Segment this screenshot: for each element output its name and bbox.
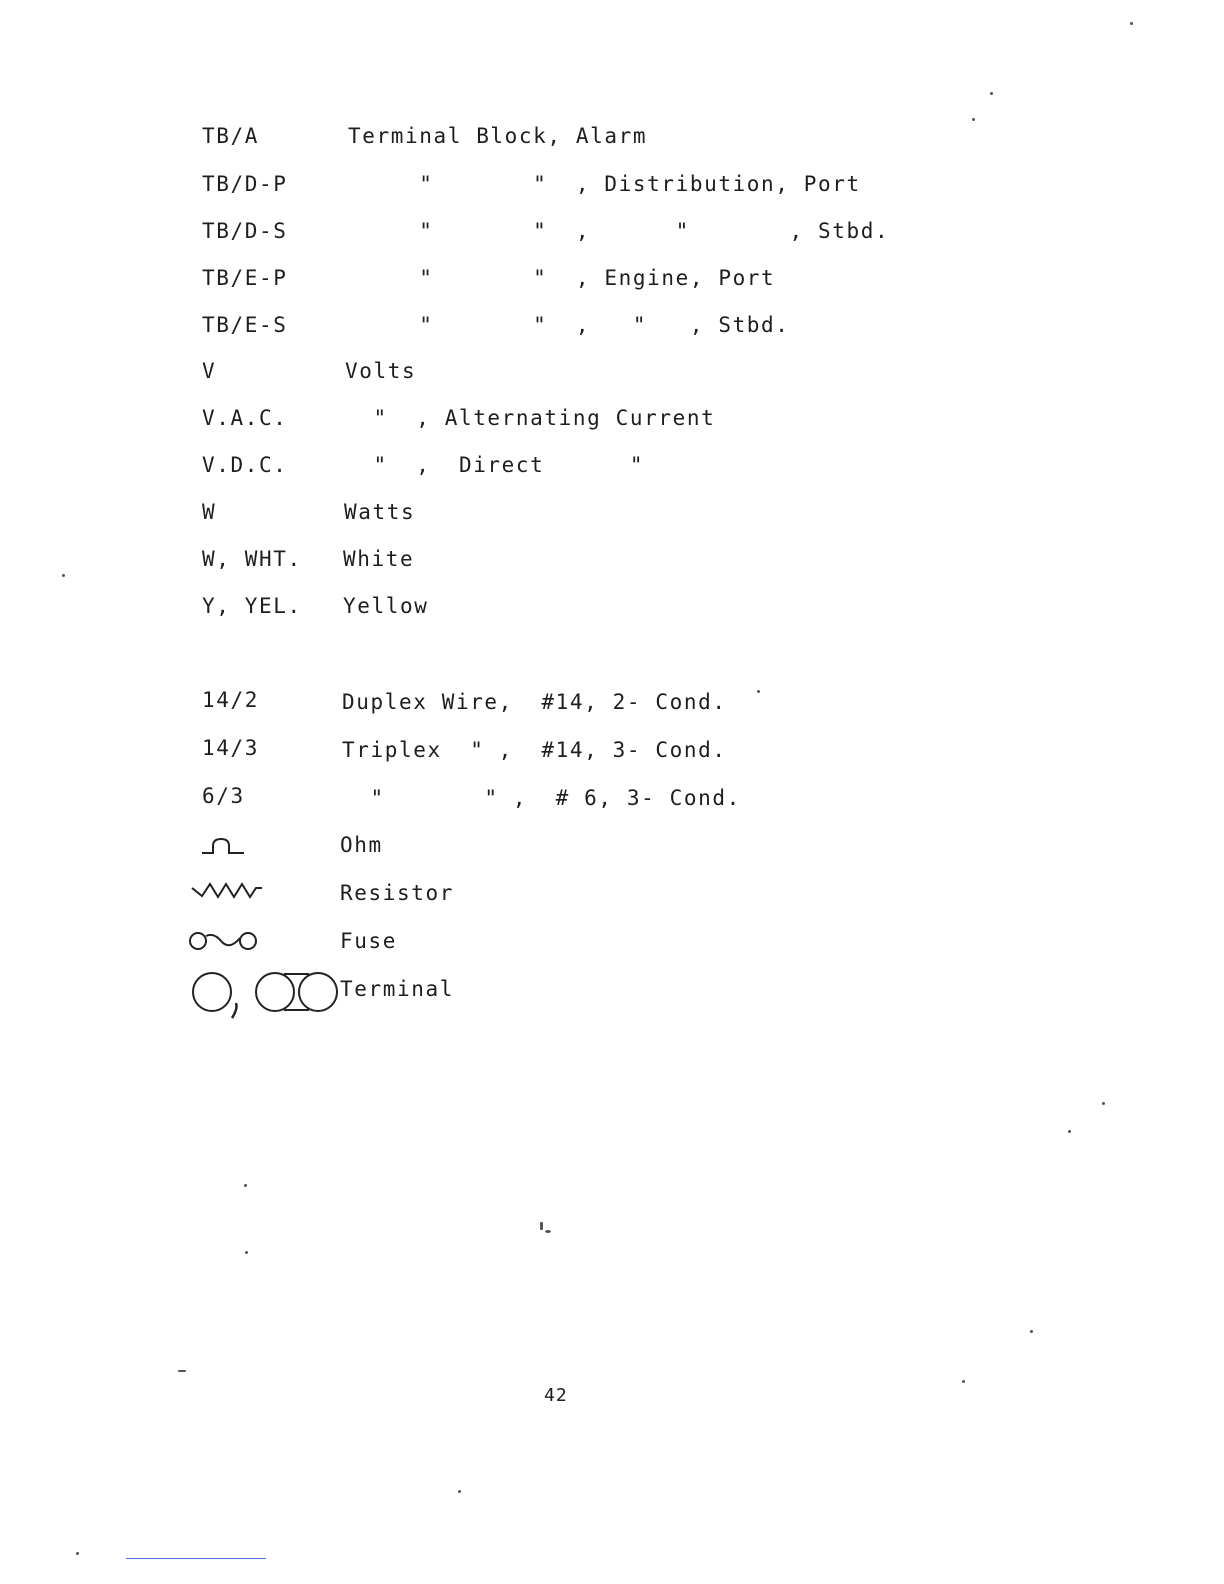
symbol-label-terminal: Terminal	[340, 977, 454, 1001]
symbol-label-resistor: Resistor	[340, 881, 454, 905]
abbr-14-2: 14/2	[202, 688, 259, 712]
defn-v: Volts	[345, 359, 417, 383]
scan-speck	[1068, 1130, 1071, 1133]
scan-speck	[458, 1490, 461, 1493]
abbr-6-3: 6/3	[202, 784, 245, 808]
abbr-tb-e-p: TB/E-P	[202, 266, 288, 290]
defn-6-3: " " , # 6, 3- Cond.	[342, 786, 741, 810]
abbr-tb-d-p: TB/D-P	[202, 172, 288, 196]
abbr-tb-e-s: TB/E-S	[202, 313, 288, 337]
abbr-tb-d-s: TB/D-S	[202, 219, 288, 243]
defn-14-3: Triplex " , #14, 3- Cond.	[342, 738, 727, 762]
terminal-symbol-icon	[190, 966, 340, 1022]
defn-14-2: Duplex Wire, #14, 2- Cond.	[342, 690, 727, 714]
defn-tb-e-s: " " , " , Stbd.	[348, 313, 790, 337]
abbr-14-3: 14/3	[202, 736, 259, 760]
resistor-symbol-icon	[190, 880, 266, 902]
abbr-vdc: V.D.C.	[202, 453, 288, 477]
ohm-symbol-icon	[200, 836, 248, 858]
scan-speck	[972, 118, 975, 121]
scan-speck	[545, 1230, 551, 1233]
scan-speck	[245, 1251, 248, 1254]
scan-speck	[540, 1222, 543, 1230]
defn-tb-a: Terminal Block, Alarm	[348, 124, 648, 148]
abbr-v: V	[202, 359, 217, 383]
abbr-tb-a: TB/A	[202, 124, 259, 148]
symbol-label-ohm: Ohm	[340, 833, 383, 857]
defn-w-wht: White	[343, 547, 415, 571]
scan-speck	[62, 574, 65, 577]
scan-speck	[1130, 22, 1133, 25]
defn-y-yel: Yellow	[343, 594, 429, 618]
defn-vdc: " , Direct "	[345, 453, 645, 477]
scan-speck	[962, 1380, 965, 1383]
abbr-vac: V.A.C.	[202, 406, 288, 430]
abbr-y-yel: Y, YEL.	[202, 594, 302, 618]
abbr-w: W	[202, 500, 217, 524]
defn-tb-d-p: " " , Distribution, Port	[348, 172, 861, 196]
defn-tb-e-p: " " , Engine, Port	[348, 266, 776, 290]
fuse-symbol-icon	[186, 928, 262, 954]
scan-speck	[1102, 1102, 1105, 1105]
defn-vac: " , Alternating Current	[345, 406, 716, 430]
scan-speck	[244, 1184, 247, 1187]
blue-rule-artifact	[126, 1558, 266, 1559]
page-number: 42	[544, 1385, 568, 1406]
scan-speck	[76, 1552, 79, 1555]
scan-speck	[990, 92, 993, 95]
defn-w: Watts	[344, 500, 416, 524]
scan-speck	[178, 1370, 186, 1372]
abbr-w-wht: W, WHT.	[202, 547, 302, 571]
scan-speck	[757, 690, 760, 693]
scan-speck	[1030, 1330, 1033, 1333]
symbol-label-fuse: Fuse	[340, 929, 397, 953]
defn-tb-d-s: " " , " , Stbd.	[348, 219, 890, 243]
